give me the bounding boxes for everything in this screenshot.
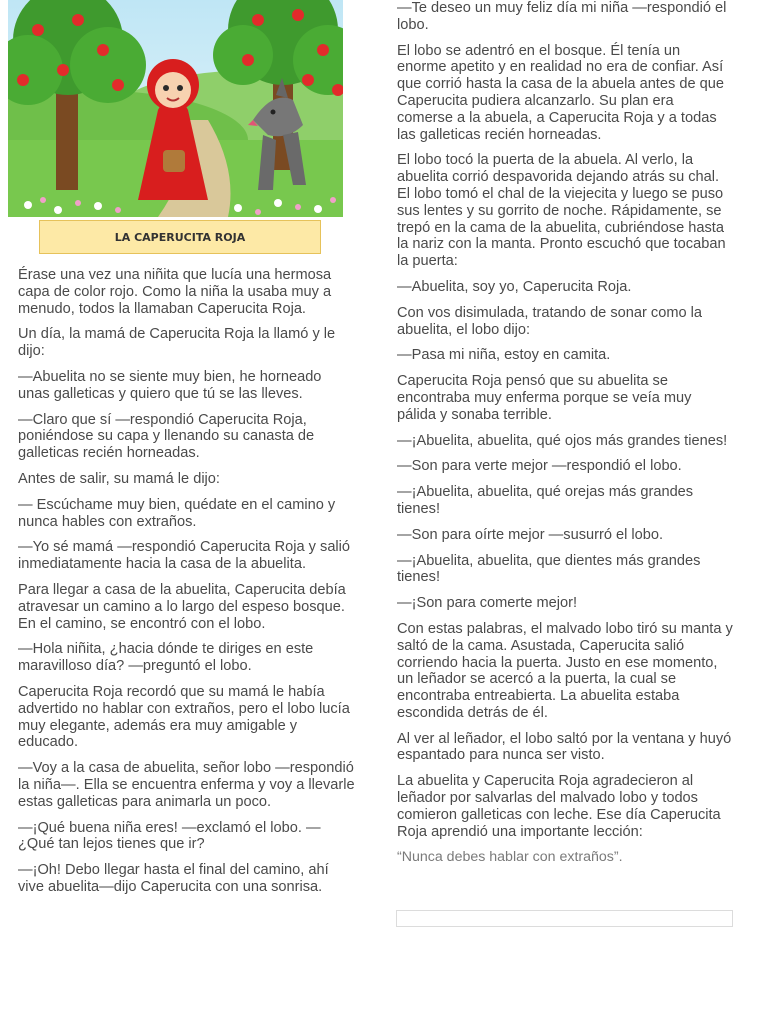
paragraph: —¡Son para comerte mejor! [397,595,578,612]
paragraph: Caperucita Roja recordó que su mamá le había advertido no hablar con extraños, pero el lobo lucía muy elegante, además era muy amigable y educado. [18,683,350,751]
paragraph: —Pasa mi niña, estoy en camita. [397,347,611,364]
paragraph: Para llegar a casa de la abuelita, Caperucita debía atravesar un camino a lo largo del espeso bosque. En el camino, se encontró con el lobo. [18,581,346,632]
right-column [397,0,733,875]
paragraph: —Abuelita no se siente muy bien, he horneado unas galleticas y quiero que tú se las lleves. [18,368,322,402]
paragraph: —Te deseo un muy feliz día mi niña —respondió el lobo. [397,0,727,33]
paragraph: Con estas palabras, el malvado lobo tiró su manta y saltó de la cama. Asustada, Caperucita salió corriendo hacia la puerta. Justo en ese momento, un leñador se acercó a la puerta, la cual se encontraba entreabierta. La abuelita estaba escondida detrás de él. [397,620,733,721]
empty-text-box [396,910,733,927]
title-caption [39,220,321,254]
paragraph: Con vos disimulada, tratando de sonar como la abuelita, el lobo dijo: [397,304,703,338]
paragraph: El lobo tocó la puerta de la abuela. Al verlo, la abuelita corrió despavorida dejando atrás su chal. El lobo tomó el chal de la viejecita y luego se puso sus lentes y su gorrito de noche. Rápidamente, se trepó en la cama de la abuelita, cubriéndose hasta la nariz con la manta. Pronto escuchó que tocaban la puerta: [397,152,726,270]
paragraph: —¡Abuelita, abuelita, que dientes más grandes tienes! [397,552,701,586]
paragraph: —¡Abuelita, abuelita, qué orejas más grandes tienes! [397,484,694,517]
paragraph: — Escúchame muy bien, quédate en el camino y nunca hables con extraños. [18,496,336,530]
paragraph: —Son para oírte mejor —susurró el lobo. [397,526,664,543]
paragraph: La abuelita y Caperucita Roja agradecieron al leñador por salvarlas del malvado lobo y todos comieron galleticas con leche. Ese día Caperucita Roja aprendió una importante lección: [397,773,721,840]
paragraph: —Yo sé mamá —respondió Caperucita Roja y salió inmediatamente hacia la casa de la abuelita. [18,539,351,573]
paragraph: —Son para verte mejor —respondió el lobo. [397,458,682,475]
moral-quote: “Nunca debes hablar con extraños”. [397,849,623,866]
story-illustration [8,0,343,217]
paragraph: —¡Oh! Debo llegar hasta el final del camino, ahí vive abuelita—dijo Caperucita con una sonrisa. [18,862,329,895]
paragraph: Un día, la mamá de Caperucita Roja la llamó y le dijo: [18,326,336,360]
little-red-riding-hood-icon [8,0,343,217]
paragraph: Antes de salir, su mamá le dijo: [18,470,220,487]
caption-text: LA CAPERUCITA ROJA [114,230,246,244]
paragraph: Érase una vez una niñita que lucía una hermosa capa de color rojo. Como la niña la usaba muy a menudo, todos la llamaban Caperucita Roja. [18,267,332,317]
paragraph: Caperucita Roja pensó que su abuelita se encontraba muy enferma porque se veía muy pálida y sonaba terrible. [397,373,692,423]
paragraph: Al ver al leñador, el lobo saltó por la ventana y huyó espantado para nunca ser visto. [397,730,732,764]
paragraph: El lobo se adentró en el bosque. Él tenía un enorme apetito y en realidad no era de confiar. Así que corrió hasta la casa de la abuela antes de que Caperucita pudiera alcanzarlo. Su plan era comerse a la abuela, a Caperucita Roja y a todas las galleticas recién horneadas. [397,42,724,143]
paragraph: —Hola niñita, ¿hacia dónde te diriges en este maravilloso día? —preguntó el lobo. [18,641,314,675]
paragraph: —¡Qué buena niña eres! —exclamó el lobo. —¿Qué tan lejos tienes que ir? [18,819,321,853]
paragraph: —Voy a la casa de abuelita, señor lobo —respondió la niña—. Ella se encuentra enferma y voy a llevarle estas galleticas para animarla un poco. [18,760,355,810]
left-column [18,267,356,905]
paragraph: —Abuelita, soy yo, Caperucita Roja. [397,278,632,295]
paragraph: —¡Abuelita, abuelita, qué ojos más grandes tienes! [397,432,728,449]
paragraph: —Claro que sí —respondió Caperucita Roja, poniéndose su capa y llenando su canasta de galleticas recién horneadas. [18,411,315,462]
